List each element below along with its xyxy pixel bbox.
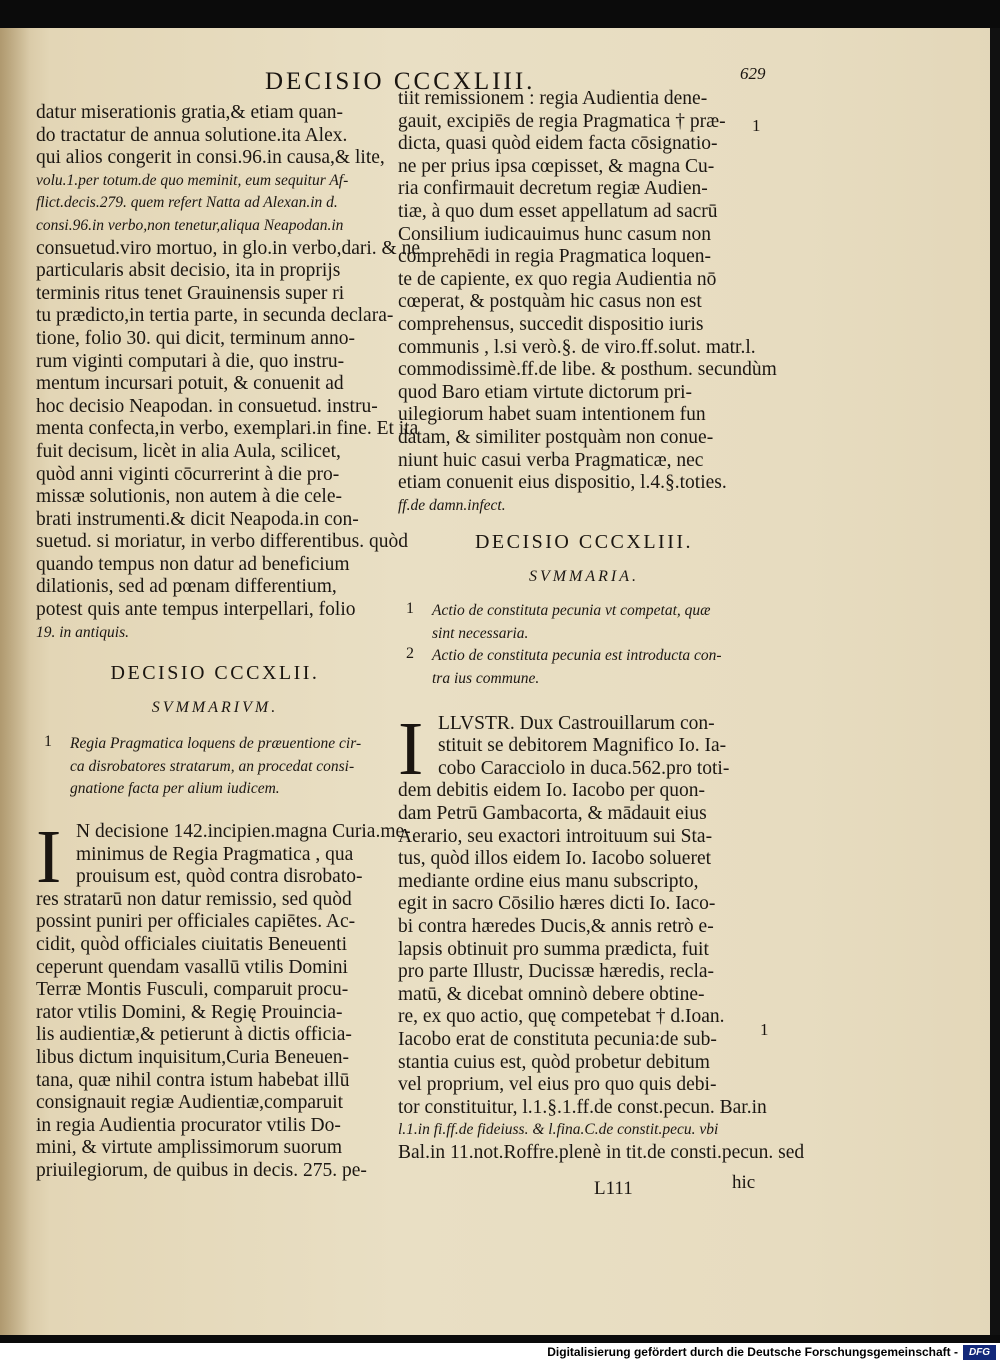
- text-line: LLVSTR. Dux Castrouillarum con-: [438, 712, 715, 734]
- scan-edge: [990, 28, 1000, 1335]
- text-line: potest quis ante tempus interpellari, folio: [36, 599, 356, 621]
- text-line: comprehensus, succedit dispositio iuris: [398, 313, 704, 335]
- decisio-heading-342: DECISIO CCCXLII.: [110, 662, 320, 685]
- text-line: gauit, excipiēs de regia Pragmatica † præ-: [398, 110, 726, 132]
- text-line: Terræ Montis Fusculi, comparuit procu-: [36, 979, 349, 1001]
- text-line: fuit decisum, licèt in alia Aula, scilicet,: [36, 440, 341, 462]
- text-line: re, ex quo actio, quę competebat † d.Ioan.: [398, 1006, 725, 1028]
- dfg-logo: DFG: [963, 1345, 996, 1360]
- text-line: tana, quæ nihil contra istum habebat illū: [36, 1069, 350, 1091]
- text-line: res stratarū non datur remissio, sed quòd: [36, 888, 352, 910]
- summary-item: [398, 600, 770, 645]
- summary-line: ca disrobatores stratarum, an procedat consi-: [70, 757, 355, 775]
- text-line: stantia cuius est, quòd probetur debitum: [398, 1051, 710, 1073]
- text-line: datam, & similiter postquàm non conue-: [398, 426, 714, 448]
- summary-number: 1: [406, 600, 414, 618]
- right-body: [398, 706, 805, 1165]
- text-line: matū, & dicebat omninò debere obtine-: [398, 983, 705, 1005]
- page-number: 629: [740, 64, 766, 83]
- decisio-heading-343: DECISIO CCCXLIII.: [474, 531, 694, 554]
- text-line: mediante ordine eius manu subscripto,: [398, 870, 699, 892]
- text-line: possint puniri per officiales capiētes. Ac-: [36, 911, 356, 933]
- summaria-title: SVMMARIA.: [528, 568, 640, 586]
- text-line: terminis ritus tenet Grauinensis super ri: [36, 282, 345, 304]
- digitization-footer: [0, 1343, 1000, 1362]
- summary-item: [398, 645, 770, 690]
- dropcap-left: I: [36, 815, 62, 900]
- summary-number: 2: [406, 645, 414, 663]
- text-line: tione, folio 30. qui dicit, terminum anno-: [36, 327, 355, 349]
- book-page: [0, 28, 1000, 1335]
- summary-line: Actio de constituta pecunia vt competat, quæ: [432, 602, 711, 620]
- text-line: ria confirmauit decretum regiæ Audien-: [398, 178, 708, 200]
- text-line: Aerario, seu exactori introituum sui Sta-: [398, 825, 713, 847]
- summary-line: sint necessaria.: [432, 624, 529, 642]
- text-line: ff.de damn.infect.: [398, 496, 506, 514]
- right-body-lines: [398, 706, 805, 1165]
- summarium-title: SVMMARIVM.: [151, 699, 279, 717]
- text-line: cœperat, & postquàm hic casus non est: [398, 291, 702, 313]
- text-line: menta confecta,in verbo, exemplari.in fine. Et ita: [36, 418, 419, 440]
- margin-note-1: 1: [752, 116, 761, 135]
- text-line: consi.96.in verbo,non tenetur,aliqua Neapodan.in: [36, 216, 344, 234]
- text-line: qui alios congerit in consi.96.in causa,& lite,: [36, 147, 385, 169]
- text-line: Bal.in 11.not.Roffre.plenè in tit.de consti.pecun. sed: [398, 1141, 805, 1163]
- text-line: N decisione 142.incipien.magna Curia.me-: [76, 821, 411, 843]
- text-line: cobo Caracciolo in duca.562.pro toti-: [438, 757, 730, 779]
- text-line: commodissimè.ff.de libe. & posthum. secundùm: [398, 359, 777, 381]
- text-line: priuilegiorum, de quibus in decis. 275. pe-: [36, 1159, 367, 1181]
- text-line: Iacobo erat de constituta pecunia:de sub-: [398, 1028, 717, 1050]
- text-line: dam Petrū Gambacorta, & mādauit eius: [398, 803, 707, 825]
- text-line: libus dictum inquisitum,Curia Beneuen-: [36, 1046, 350, 1068]
- text-line: prouisum est, quòd contra disrobato-: [76, 866, 363, 888]
- text-line: comprehēdi in regia Pragmatica loquen-: [398, 246, 711, 268]
- summary-line: tra ius commune.: [432, 670, 540, 688]
- text-line: minimus de Regia Pragmatica , qua: [76, 843, 354, 865]
- text-line: rator vtilis Domini, & Regię Prouincia-: [36, 1001, 343, 1023]
- footer-credit: Digitalisierung gefördert durch die Deutsche Forschungsgemeinschaft -: [547, 1345, 958, 1359]
- left-body-lines: [36, 815, 411, 1183]
- text-line: l.1.in fi.ff.de fideiuss. & l.fina.C.de constit.pecu. vbi: [398, 1121, 719, 1139]
- left-column: [36, 102, 420, 1183]
- text-line: tiæ, à quo dum esset appellatum ad sacrū: [398, 200, 718, 222]
- right-summary-list: [398, 600, 770, 690]
- summary-line: gnatione facta per alium iudicem.: [70, 780, 280, 798]
- text-line: niunt huic casui verba Pragmaticæ, nec: [398, 449, 704, 471]
- text-line: Consilium iudicauimus hunc casum non: [398, 223, 712, 245]
- running-title: DECISIO CCCXLIII.: [265, 68, 536, 95]
- signature-mark: L111: [594, 1178, 633, 1199]
- text-line: dilationis, sed ad pœnam differentium,: [36, 576, 337, 598]
- text-line: tu prædicto,in tertia parte, in secunda declara-: [36, 305, 394, 327]
- text-line: rum viginti computari à die, quo instru-: [36, 350, 345, 372]
- text-line: datur miserationis gratia,& etiam quan-: [36, 102, 344, 123]
- summary-line: Actio de constituta pecunia est introducta con-: [432, 647, 722, 665]
- text-line: 19. in antiquis.: [36, 623, 130, 641]
- text-line: ne per prius ipsa cœpisset, & magna Cu-: [398, 155, 715, 177]
- text-line: in regia Audientia procurator vtilis Do-: [36, 1114, 341, 1136]
- text-line: brati instrumenti.& dicit Neapoda.in con-: [36, 508, 359, 530]
- text-line: stituit se debitorem Magnifico Io. Ia-: [438, 735, 727, 757]
- text-line: missæ solutionis, non autem à die cele-: [36, 486, 342, 508]
- text-line: mentum incursari potuit, & conuenit ad: [36, 373, 344, 395]
- text-line: pro parte Illustr, Ducissæ hæredis, recla-: [398, 961, 715, 983]
- dropcap-right: I: [398, 706, 424, 791]
- text-line: quod Baro etiam virtute dictorum pri-: [398, 381, 693, 403]
- text-line: suetud. si moriatur, in verbo differentibus. quòd: [36, 531, 409, 553]
- summary-line: Regia Pragmatica loquens de præuentione cir-: [70, 735, 362, 753]
- right-continuation-text: [398, 88, 777, 517]
- text-line: consignauit regiæ Audientiæ,comparuit: [36, 1092, 344, 1114]
- text-line: egit in sacro Cōsilio hæres dicti Io. Iaco-: [398, 893, 716, 915]
- text-line: tor constituitur, l.1.§.1.ff.de const.pecun. Bar.in: [398, 1096, 767, 1118]
- margin-note-2: 1: [760, 1020, 769, 1039]
- left-body: [36, 815, 411, 1183]
- text-line: flict.decis.279. quem refert Natta ad Alexan.in d.: [36, 194, 338, 212]
- text-line: ceperunt quendam vasallū vtilis Domini: [36, 956, 348, 978]
- text-line: cidit, quòd officiales ciuitatis Beneuenti: [36, 934, 348, 955]
- text-line: quando tempus non datur ad beneficium: [36, 553, 350, 575]
- text-line: do tractatur de annua solutione.ita Alex.: [36, 124, 348, 146]
- text-line: lapsis obtinuit pro summa prædicta, fuit: [398, 938, 709, 960]
- right-column: [398, 88, 805, 1165]
- text-line: etiam conuenit eius dispositio, l.4.§.toties.: [398, 472, 727, 494]
- text-line: te de capiente, ex quo regia Audientia nō: [398, 268, 717, 290]
- text-line: lis audientiæ,& petierunt à dictis officia-: [36, 1024, 352, 1046]
- text-line: vel proprium, vel eius pro quo quis debi-: [398, 1074, 717, 1096]
- text-line: dem debitis eidem Io. Iacobo per quon-: [398, 780, 706, 802]
- text-line: tus, quòd illos eidem Io. Iacobo solueret: [398, 848, 712, 870]
- left-summary-list: [36, 733, 394, 801]
- text-line: uilegiorum habet suam intentionem fun: [398, 404, 706, 426]
- text-line: consuetud.viro mortuo, in glo.in verbo,dari. & ne: [36, 237, 420, 259]
- gutter-shadow: [0, 28, 30, 1335]
- text-line: tiit remissionem : regia Audientia dene-: [398, 88, 708, 109]
- text-line: communis , l.si verò.§. de viro.ff.solut. matr.l.: [398, 336, 756, 358]
- text-line: volu.1.per totum.de quo meminit, eum sequitur Af-: [36, 171, 349, 189]
- text-line: hoc decisio Neapodan. in consuetud. instru-: [36, 395, 378, 417]
- catchword: hic: [732, 1172, 756, 1193]
- text-line: bi contra hæredes Ducis,& annis retrò e-: [398, 916, 714, 937]
- text-line: particularis absit decisio, ita in proprijs: [36, 260, 341, 282]
- left-continuation-text: [36, 102, 420, 644]
- text-line: mini, & virtute amplissimorum suorum: [36, 1137, 343, 1159]
- summary-number: 1: [44, 733, 52, 751]
- text-line: quòd anni viginti cōcurrerint à die pro-: [36, 463, 340, 485]
- text-line: dicta, quasi quòd eidem facta cōsignatio-: [398, 133, 718, 155]
- summary-item: [36, 733, 394, 801]
